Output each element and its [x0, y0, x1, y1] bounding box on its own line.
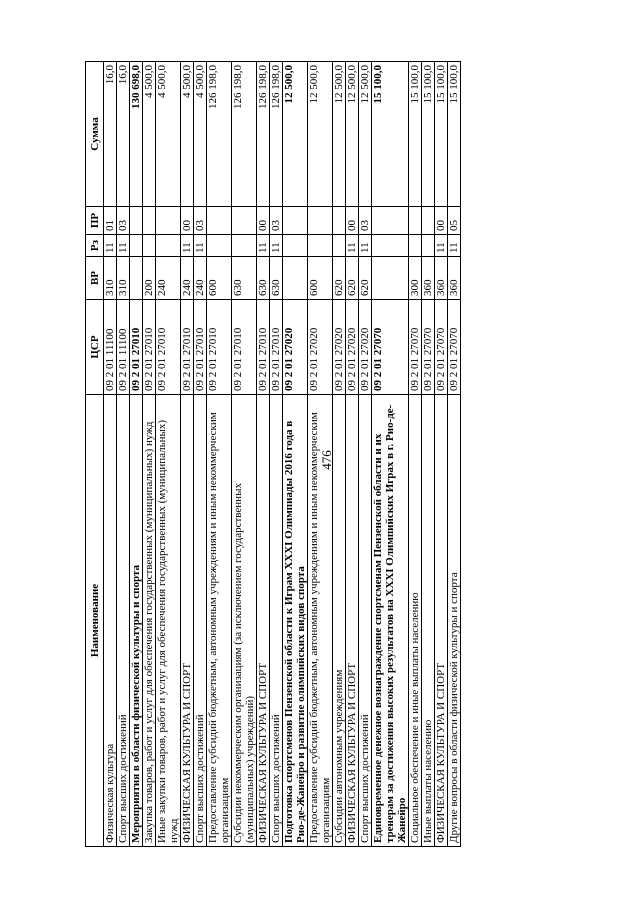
cell-csr: 09 2 01 27010: [207, 300, 232, 395]
cell-name: ФИЗИЧЕСКАЯ КУЛЬТУРА И СПОРТ: [346, 395, 359, 847]
cell-sum: 15 100,0: [448, 62, 461, 207]
cell-name: Субсидии автономным учреждениям: [333, 395, 346, 847]
cell-csr: 09 2 01 11100: [104, 300, 117, 395]
cell-name: Другие вопросы в области физической культуры и спорта: [448, 395, 461, 847]
cell-rz: [143, 235, 156, 257]
cell-csr: 09 2 01 27020: [283, 300, 308, 395]
page-number-text: 476: [319, 450, 334, 470]
budget-table-rotated: [85, 62, 540, 847]
cell-vr: [372, 257, 409, 300]
cell-sum: 12 500,0: [308, 62, 333, 207]
cell-name: Спорт высших достижений: [117, 395, 130, 847]
table-row: [194, 62, 207, 847]
cell-pr: [207, 207, 232, 235]
cell-csr: 09 2 01 27010: [194, 300, 207, 395]
cell-vr: 600: [308, 257, 333, 300]
cell-sum: 4 500,0: [143, 62, 156, 207]
cell-csr: 09 2 01 27020: [359, 300, 372, 395]
table-row: [448, 62, 461, 847]
cell-rz: [156, 235, 181, 257]
table-row: [422, 62, 435, 847]
cell-vr: 620: [346, 257, 359, 300]
cell-name: Субсидии некоммерческим организациям (за исключением государственных (муниципальных) учреждений): [232, 395, 257, 847]
cell-pr: [372, 207, 409, 235]
header-csr: ЦСР: [86, 300, 104, 395]
cell-vr: 630: [232, 257, 257, 300]
cell-name: Иные выплаты населению: [422, 395, 435, 847]
cell-sum: 126 198,0: [207, 62, 232, 207]
cell-name: ФИЗИЧЕСКАЯ КУЛЬТУРА И СПОРТ: [181, 395, 194, 847]
cell-csr: 09 2 01 27020: [346, 300, 359, 395]
cell-csr: 09 2 01 27070: [409, 300, 422, 395]
table-row: [346, 62, 359, 847]
cell-rz: [308, 235, 333, 257]
cell-pr: [308, 207, 333, 235]
header-sum: Сумма: [86, 62, 104, 207]
table-row: [232, 62, 257, 847]
cell-name: ФИЗИЧЕСКАЯ КУЛЬТУРА И СПОРТ: [257, 395, 270, 847]
header-name: Наименование: [86, 395, 104, 847]
cell-vr: 310: [104, 257, 117, 300]
header-rz: Рз: [86, 235, 104, 257]
cell-sum: 15 100,0: [372, 62, 409, 207]
header-vr: ВР: [86, 257, 104, 300]
table-row: [104, 62, 117, 847]
cell-sum: 126 198,0: [257, 62, 270, 207]
cell-pr: [409, 207, 422, 235]
cell-vr: 630: [257, 257, 270, 300]
cell-name: Спорт высших достижений: [194, 395, 207, 847]
table-row: [156, 62, 181, 847]
table-row: [130, 62, 143, 847]
cell-vr: [130, 257, 143, 300]
table-row: [117, 62, 130, 847]
cell-name: Мероприятия в области физической культуры и спорта: [130, 395, 143, 847]
cell-rz: 11: [435, 235, 448, 257]
cell-csr: 09 2 01 27020: [333, 300, 346, 395]
cell-sum: 16,0: [117, 62, 130, 207]
cell-pr: [422, 207, 435, 235]
cell-vr: 360: [435, 257, 448, 300]
cell-sum: 15 100,0: [409, 62, 422, 207]
cell-rz: [232, 235, 257, 257]
cell-pr: 00: [257, 207, 270, 235]
cell-rz: 11: [346, 235, 359, 257]
cell-sum: 4 500,0: [194, 62, 207, 207]
table-row: [372, 62, 409, 847]
cell-csr: 09 2 01 27070: [435, 300, 448, 395]
cell-sum: 12 500,0: [333, 62, 346, 207]
cell-pr: 03: [194, 207, 207, 235]
cell-rz: 11: [117, 235, 130, 257]
table-row: [181, 62, 194, 847]
table-row: [333, 62, 346, 847]
table-row: [207, 62, 232, 847]
cell-pr: 00: [181, 207, 194, 235]
cell-name: Предоставление субсидий бюджетным, автономным учреждениям и иным некоммерческим организациям: [207, 395, 232, 847]
cell-csr: 09 2 01 27010: [130, 300, 143, 395]
cell-rz: [372, 235, 409, 257]
cell-pr: [143, 207, 156, 235]
cell-rz: [207, 235, 232, 257]
cell-sum: 12 500,0: [346, 62, 359, 207]
cell-vr: 620: [359, 257, 372, 300]
table-row: [435, 62, 448, 847]
cell-csr: 09 2 01 27010: [257, 300, 270, 395]
cell-vr: 300: [409, 257, 422, 300]
table-body: [104, 62, 461, 847]
cell-pr: [130, 207, 143, 235]
cell-name: Социальное обеспечение и иные выплаты населению: [409, 395, 422, 847]
cell-vr: 360: [448, 257, 461, 300]
cell-sum: 15 100,0: [422, 62, 435, 207]
cell-rz: [422, 235, 435, 257]
cell-pr: [232, 207, 257, 235]
cell-pr: [283, 207, 308, 235]
cell-vr: 620: [333, 257, 346, 300]
budget-table: [85, 61, 461, 847]
cell-name: Спорт высших достижений: [359, 395, 372, 847]
cell-name: Физическая культура: [104, 395, 117, 847]
budget-table-frame: [85, 62, 540, 847]
cell-rz: 11: [181, 235, 194, 257]
cell-csr: 09 2 01 27070: [422, 300, 435, 395]
cell-sum: 126 198,0: [270, 62, 283, 207]
table-row: [143, 62, 156, 847]
cell-pr: 01: [104, 207, 117, 235]
cell-csr: 09 2 01 27010: [143, 300, 156, 395]
cell-pr: [333, 207, 346, 235]
cell-sum: 4 500,0: [181, 62, 194, 207]
cell-sum: 12 500,0: [283, 62, 308, 207]
cell-name: Спорт высших достижений: [270, 395, 283, 847]
table-row: [283, 62, 308, 847]
cell-vr: 240: [156, 257, 181, 300]
cell-csr: 09 2 01 27070: [448, 300, 461, 395]
table-row: [359, 62, 372, 847]
cell-csr: 09 2 01 27010: [270, 300, 283, 395]
cell-csr: 09 2 01 27010: [232, 300, 257, 395]
cell-rz: 11: [194, 235, 207, 257]
cell-name: Закупка товаров, работ и услуг для обеспечения государственных (муниципальных) нужд: [143, 395, 156, 847]
cell-vr: 240: [194, 257, 207, 300]
cell-sum: 126 198,0: [232, 62, 257, 207]
cell-name: Подготовка спортсменов Пензенской области к Играм XXXI Олимпиады 2016 года в Рио-де-Жанейро и развитие олимпийских видов спорта: [283, 395, 308, 847]
cell-pr: 03: [359, 207, 372, 235]
cell-rz: 11: [104, 235, 117, 257]
cell-sum: 130 698,0: [130, 62, 143, 207]
cell-vr: 200: [143, 257, 156, 300]
table-header-row: [86, 62, 104, 847]
cell-vr: 630: [270, 257, 283, 300]
cell-name: ФИЗИЧЕСКАЯ КУЛЬТУРА И СПОРТ: [435, 395, 448, 847]
header-pr: ПР: [86, 207, 104, 235]
cell-sum: 4 500,0: [156, 62, 181, 207]
cell-pr: 00: [346, 207, 359, 235]
cell-vr: 360: [422, 257, 435, 300]
cell-rz: [283, 235, 308, 257]
table-row: [409, 62, 422, 847]
table-row: [308, 62, 333, 847]
cell-pr: 03: [117, 207, 130, 235]
cell-rz: [409, 235, 422, 257]
cell-name: Единовременное денежное вознаграждение спортсменам Пензенской области и их тренерам за достижения высоких результатов на XXXI Олимпийских Играх в г. Рио-де-Жанейро: [372, 395, 409, 847]
cell-vr: 600: [207, 257, 232, 300]
cell-vr: 310: [117, 257, 130, 300]
cell-rz: 11: [257, 235, 270, 257]
cell-rz: [130, 235, 143, 257]
cell-rz: 11: [270, 235, 283, 257]
cell-csr: 09 2 01 27070: [372, 300, 409, 395]
cell-sum: 15 100,0: [435, 62, 448, 207]
cell-name: Предоставление субсидий бюджетным, автономным учреждениям и иным некоммерческим организациям: [308, 395, 333, 847]
cell-name: Иные закупки товаров, работ и услуг для обеспечения государственных (муниципальных) нужд: [156, 395, 181, 847]
cell-csr: 09 2 01 27010: [156, 300, 181, 395]
cell-csr: 09 2 01 27020: [308, 300, 333, 395]
cell-pr: 03: [270, 207, 283, 235]
cell-rz: 11: [448, 235, 461, 257]
cell-pr: 00: [435, 207, 448, 235]
cell-csr: 09 2 01 11100: [117, 300, 130, 395]
cell-rz: [333, 235, 346, 257]
cell-pr: 05: [448, 207, 461, 235]
cell-pr: [156, 207, 181, 235]
table-row: [257, 62, 270, 847]
cell-vr: [283, 257, 308, 300]
cell-vr: 240: [181, 257, 194, 300]
cell-csr: 09 2 01 27010: [181, 300, 194, 395]
table-row: [270, 62, 283, 847]
cell-rz: 11: [359, 235, 372, 257]
cell-sum: 12 500,0: [359, 62, 372, 207]
cell-sum: 16,0: [104, 62, 117, 207]
